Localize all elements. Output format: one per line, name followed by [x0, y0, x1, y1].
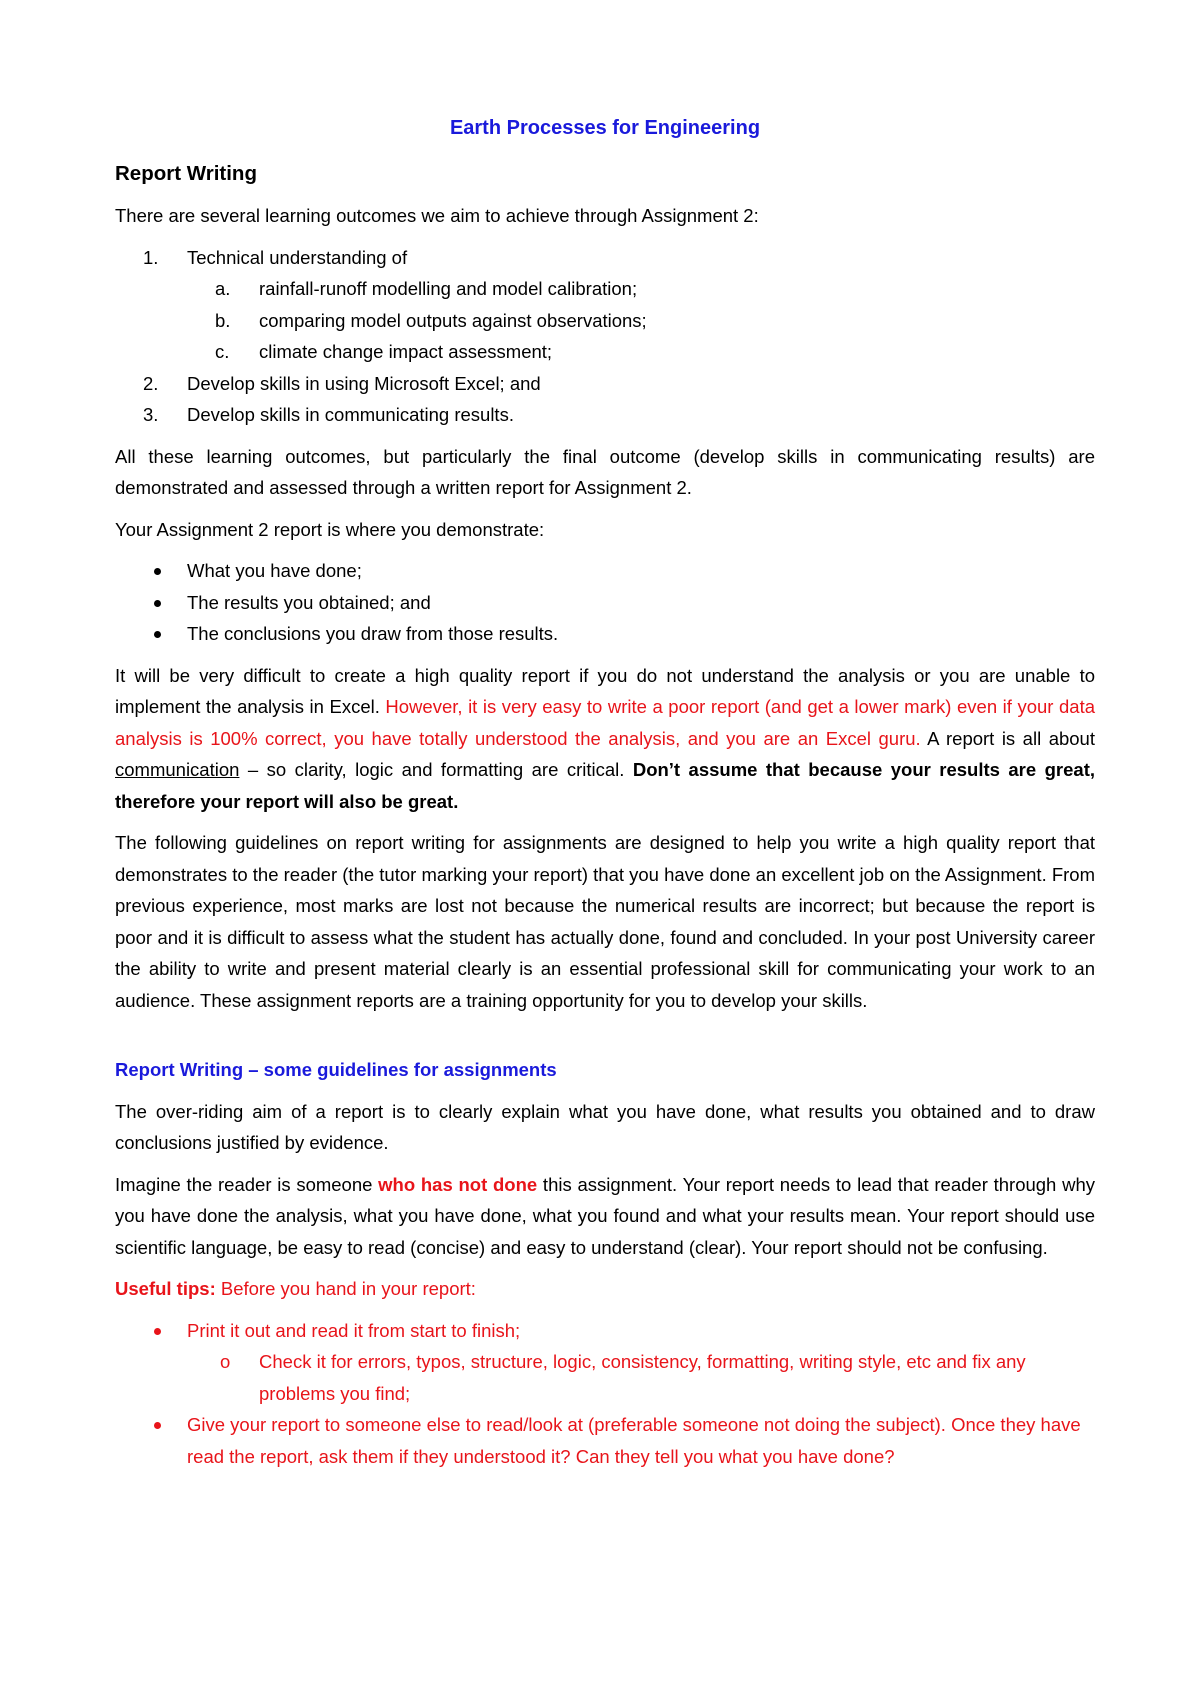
bullet-icon	[154, 631, 161, 638]
bullet-icon	[154, 1422, 161, 1429]
sub-list-item-text: rainfall-runoff modelling and model calibration;	[259, 278, 638, 299]
bullet-text: Give your report to someone else to read/look at (preferable someone not doing the subject). Once they have read the report, ask them if they understood it? Can they tell you what you have done?	[187, 1414, 1081, 1467]
quality-paragraph	[115, 660, 1095, 818]
sub-list	[187, 273, 1095, 368]
demonstrate-paragraph: Your Assignment 2 report is where you demonstrate:	[115, 518, 545, 540]
section-heading-guidelines: Report Writing – some guidelines for assignments	[115, 1059, 557, 1080]
list-item	[115, 242, 1095, 368]
tips-sub-list	[187, 1346, 1095, 1409]
document-page	[115, 112, 1095, 1482]
sub-list-letter: b.	[215, 309, 231, 331]
sub-list-item-text: comparing model outputs against observations;	[259, 309, 647, 331]
reader-emphasis: who has not done	[378, 1173, 538, 1195]
list-number: 1.	[143, 246, 159, 268]
quality-text: A report is all about	[920, 727, 1095, 749]
tips-paragraph	[115, 1273, 1095, 1305]
tips-text: Before you hand in your report:	[215, 1278, 476, 1299]
sub-list-letter: c.	[215, 341, 230, 362]
list-item-text: Develop skills in communicating results.	[187, 404, 514, 425]
communication-underlined: communication	[115, 759, 240, 780]
sub-list-item	[187, 336, 1095, 368]
list-item	[115, 399, 1095, 431]
bullet-icon	[154, 600, 161, 607]
bullet-text: The conclusions you draw from those results.	[187, 623, 559, 644]
bullet-icon	[154, 1328, 161, 1335]
aim-paragraph: The over-riding aim of a report is to clearly explain what you have done, what results you obtained and to draw conclusions justified by evidence.	[115, 1100, 1095, 1153]
reader-text: Imagine the reader is someone	[115, 1173, 379, 1195]
sub-list-letter: a.	[215, 278, 231, 299]
bullet-item	[115, 1315, 1095, 1410]
tips-bullet-list	[115, 1315, 1095, 1473]
list-item-text: Develop skills in using Microsoft Excel; and	[187, 372, 541, 394]
demonstrate-bullet-list	[115, 555, 1095, 650]
intro-paragraph: There are several learning outcomes we aim to achieve through Assignment 2:	[115, 205, 759, 226]
circle-bullet-icon: o	[220, 1351, 231, 1372]
outcomes-paragraph: All these learning outcomes, but particularly the final outcome (develop skills in communicating results) are demonstrated and assessed through a written report for Assignment 2.	[115, 445, 1095, 498]
quality-warning-text: However, it is very easy to write a poor report (and get a lower mark) even if your data analysis is 100% correct, you have totally understood the analysis, and you are an Excel guru.	[115, 696, 1095, 749]
bullet-item	[115, 618, 1095, 650]
bullet-icon	[154, 568, 161, 575]
bullet-item	[115, 555, 1095, 587]
guidelines-paragraph: The following guidelines on report writing for assignments are designed to help you write a high quality report that demonstrates to the reader (the tutor marking your report) that you have done an excellent job on the Assignment. From previous experience, most marks are lost not because the numerical results are incorrect; but because the report is poor and it is difficult to assess what the student has actually done, found and concluded. In your post University career the ability to write and present material clearly is an essential professional skill for communicating your work to an audience. These assignment reports are a training opportunity for you to develop your skills.	[115, 832, 1096, 1011]
quality-text: It will be very difficult to create a high quality report if you do not understand the analysis or you are unable to implement the analysis in Excel.	[115, 664, 1095, 717]
reader-paragraph	[115, 1169, 1095, 1264]
document-title: Earth Processes for Engineering	[449, 117, 761, 139]
bullet-item	[115, 1409, 1095, 1472]
sub-bullet-text: Check it for errors, typos, structure, logic, consistency, formatting, writing style, etc and fix any problems you find;	[259, 1351, 1026, 1404]
section-heading-report-writing: Report Writing	[115, 162, 257, 185]
sub-list-item-text: climate change impact assessment;	[259, 341, 553, 362]
quality-bold-text: Don’t assume that because your results are great, therefore your report will also be great.	[115, 759, 1095, 812]
quality-text: – so clarity, logic and formatting are critical.	[239, 759, 633, 780]
reader-text: this assignment. Your report needs to lead that reader through why you have done the analysis, what you have done, what you found and what your results mean. Your report should use scientific language, be easy to read (concise) and easy to understand (clear). Your report should not be confusing.	[115, 1173, 1095, 1258]
sub-list-item	[187, 305, 1095, 337]
list-number: 2.	[143, 372, 159, 394]
list-item-text: Technical understanding of	[187, 246, 408, 268]
bullet-text: What you have done;	[187, 560, 362, 581]
sub-list-item	[187, 273, 1095, 305]
learning-outcomes-list	[115, 242, 1095, 431]
bullet-text: Print it out and read it from start to finish;	[187, 1319, 521, 1341]
tips-label: Useful tips:	[115, 1278, 216, 1299]
list-number: 3.	[143, 404, 159, 425]
bullet-text: The results you obtained; and	[187, 591, 431, 613]
bullet-item	[115, 587, 1095, 619]
sub-bullet-item	[187, 1346, 1095, 1409]
list-item	[115, 368, 1095, 400]
